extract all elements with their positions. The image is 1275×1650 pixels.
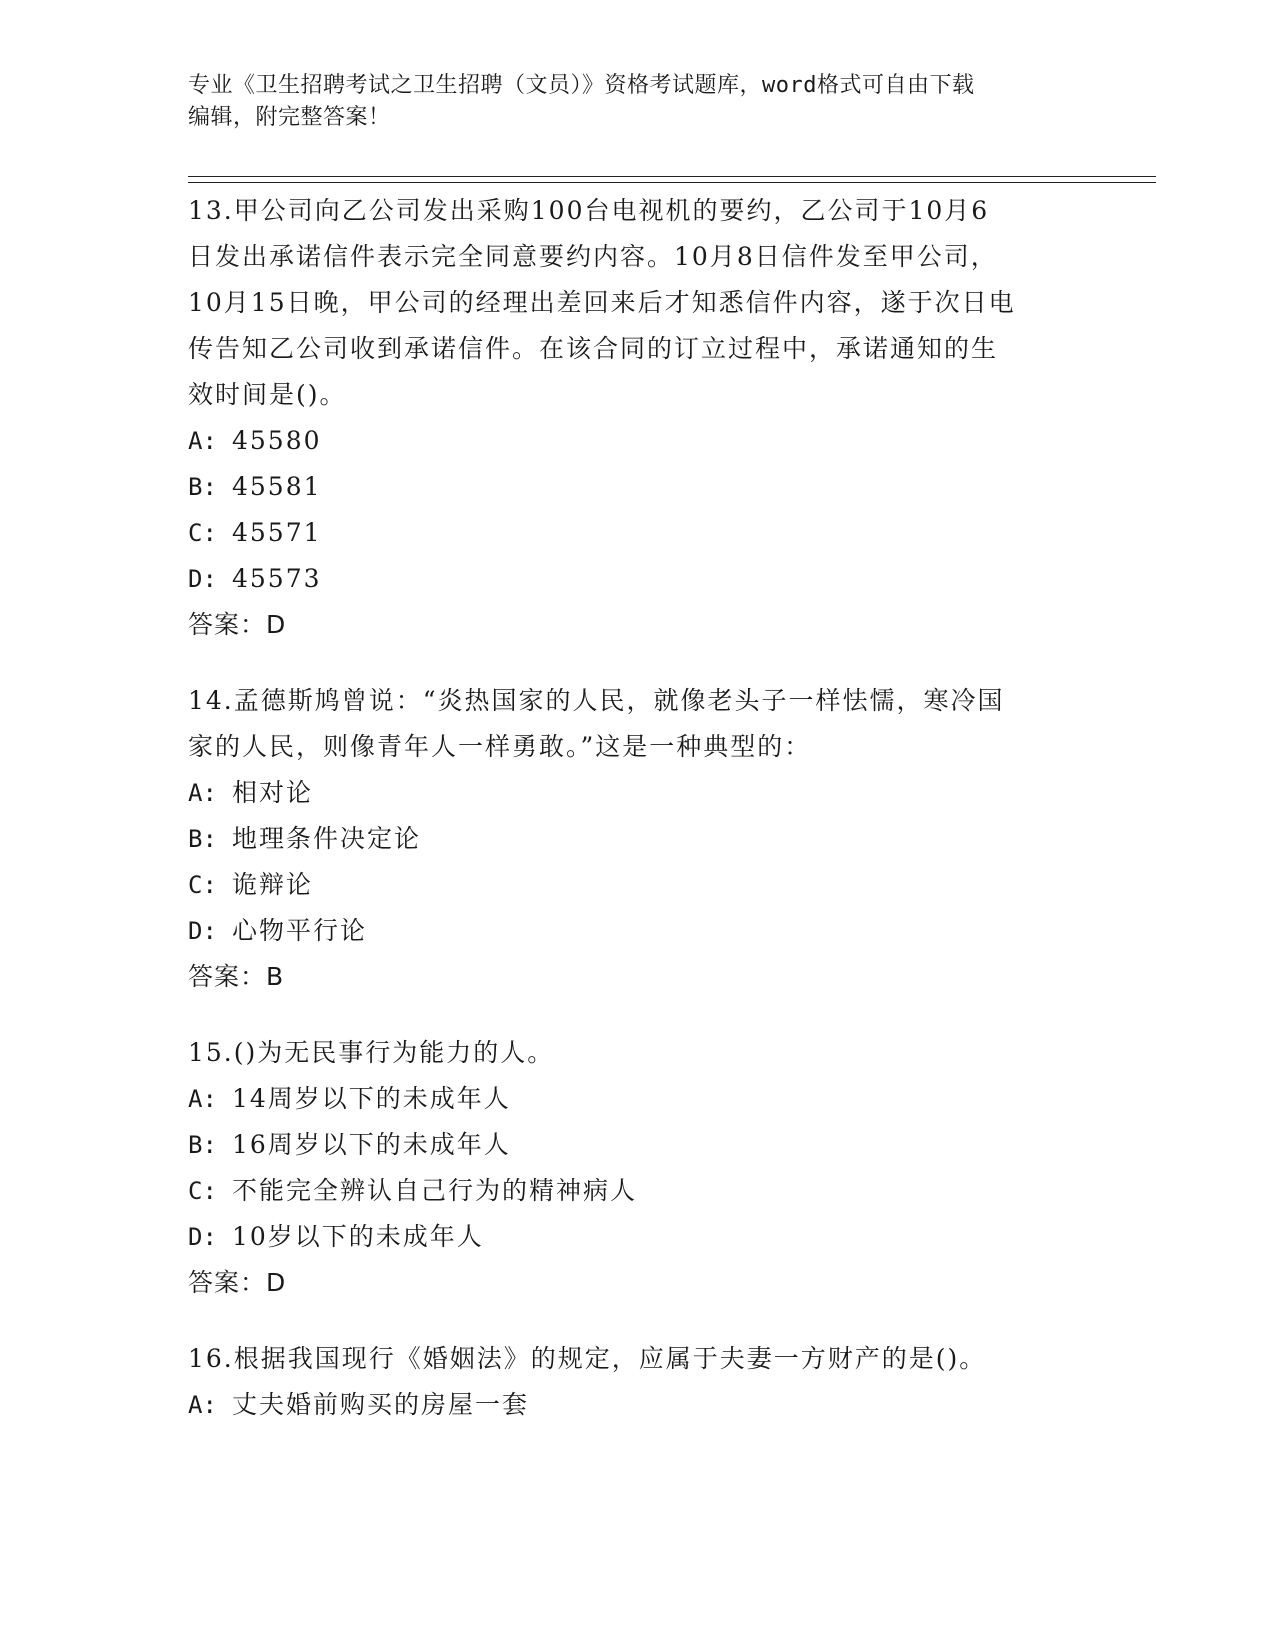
answer-option <box>188 1076 1108 1122</box>
option-text: 丈夫婚前购买的房屋一套 <box>232 1390 530 1419</box>
option-text: 不能完全辨认自己行为的精神病人 <box>232 1176 638 1205</box>
question-block <box>188 1336 1108 1428</box>
question-stem <box>188 1336 1108 1382</box>
option-text: 14周岁以下的未成年人 <box>232 1084 511 1113</box>
question-stem-line: 13.甲公司向乙公司发出采购100台电视机的要约，乙公司于10月6 <box>188 196 990 225</box>
option-letter: B: <box>188 1131 217 1159</box>
answer-option <box>188 816 1108 862</box>
answer-option <box>188 556 1108 602</box>
option-text: 地理条件决定论 <box>232 824 422 853</box>
answer-option <box>188 418 1108 464</box>
question-block <box>188 1030 1108 1306</box>
answer-option <box>188 770 1108 816</box>
question-list <box>188 188 1108 1458</box>
option-text: 45573 <box>232 564 322 593</box>
question-stem <box>188 1030 1108 1076</box>
option-text: 相对论 <box>232 778 314 807</box>
option-text: 心物平行论 <box>232 916 368 945</box>
header-line-2: 编辑，附完整答案！ <box>188 105 391 130</box>
answer-option <box>188 1382 1108 1428</box>
answer-option <box>188 908 1108 954</box>
answer-option <box>188 1122 1108 1168</box>
option-text: 45581 <box>232 472 322 501</box>
question-stem-line: 日发出承诺信件表示完全同意要约内容。10月8日信件发至甲公司， <box>188 242 998 271</box>
answer-option <box>188 1168 1108 1214</box>
option-letter: A: <box>188 779 217 807</box>
option-text: 16周岁以下的未成年人 <box>232 1130 511 1159</box>
option-letter: D: <box>188 917 217 945</box>
header-divider-bottom <box>188 182 1156 183</box>
answer-key: 答案：B <box>188 962 285 991</box>
question-block <box>188 678 1108 1000</box>
option-letter: A: <box>188 1085 217 1113</box>
question-block <box>188 188 1108 648</box>
question-stem <box>188 188 1108 418</box>
option-letter: C: <box>188 519 217 547</box>
option-letter: B: <box>188 825 217 853</box>
answer-option <box>188 862 1108 908</box>
option-letter: D: <box>188 1223 217 1251</box>
option-letter: D: <box>188 565 217 593</box>
question-stem-line: 传告知乙公司收到承诺信件。在该合同的订立过程中，承诺通知的生 <box>188 334 999 363</box>
option-text: 诡辩论 <box>232 870 314 899</box>
document-header <box>188 70 1088 134</box>
question-stem-line: 14.孟德斯鸠曾说：“炎热国家的人民，就像老头子一样怯懦，寒冷国 <box>188 686 1005 715</box>
option-letter: C: <box>188 1177 217 1205</box>
answer-option <box>188 464 1108 510</box>
header-line-1: 专业《卫生招聘考试之卫生招聘（文员）》资格考试题库，word格式可自由下载 <box>188 73 975 98</box>
option-letter: A: <box>188 427 217 455</box>
option-text: 45580 <box>232 426 322 455</box>
answer-option <box>188 510 1108 556</box>
question-stem-line: 10月15日晚，甲公司的经理出差回来后才知悉信件内容，遂于次日电 <box>188 288 1016 317</box>
question-stem-line: 效时间是()。 <box>188 380 347 409</box>
option-text: 10岁以下的未成年人 <box>232 1222 484 1251</box>
option-letter: A: <box>188 1391 217 1419</box>
question-stem-line: 15.()为无民事行为能力的人。 <box>188 1038 555 1067</box>
option-letter: B: <box>188 473 217 501</box>
answer-key: 答案：D <box>188 1268 287 1297</box>
question-stem <box>188 678 1108 770</box>
question-stem-line: 家的人民，则像青年人一样勇敢。”这是一种典型的： <box>188 732 812 761</box>
answer-option <box>188 1214 1108 1260</box>
option-letter: C: <box>188 871 217 899</box>
answer-key: 答案：D <box>188 610 287 639</box>
question-stem-line: 16.根据我国现行《婚姻法》的规定，应属于夫妻一方财产的是()。 <box>188 1344 987 1373</box>
header-divider-top <box>188 176 1156 177</box>
option-text: 45571 <box>232 518 322 547</box>
